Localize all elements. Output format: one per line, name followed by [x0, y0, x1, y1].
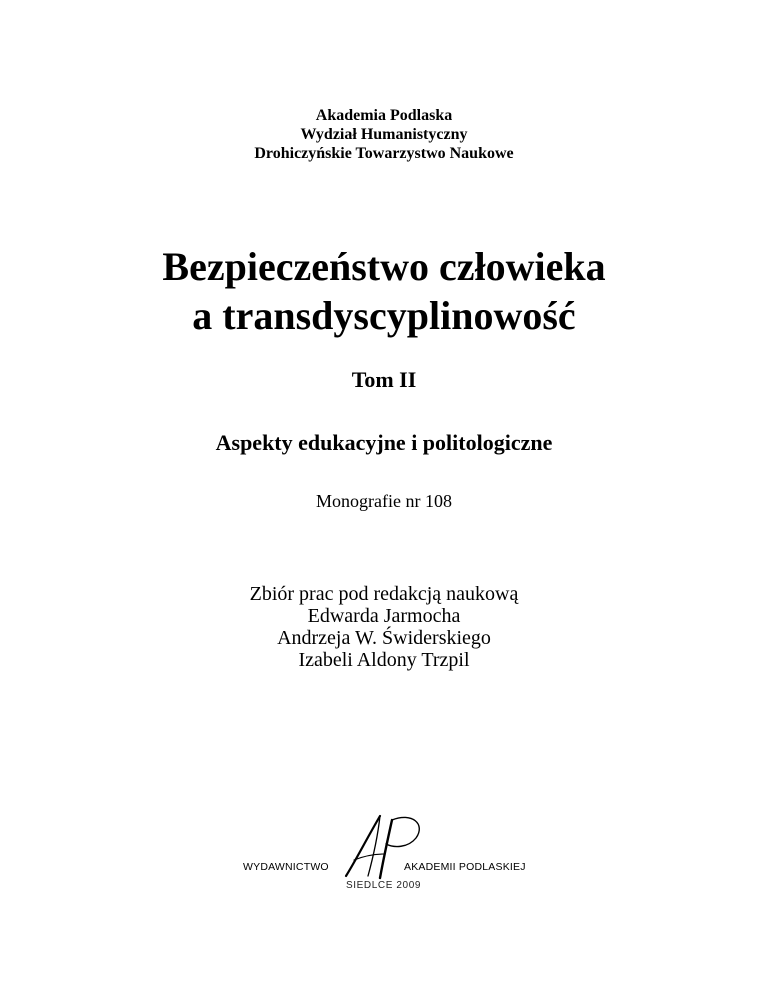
- editor-name-3: Izabeli Aldony Trzpil: [298, 649, 470, 671]
- volume-label: Tom II: [351, 367, 417, 392]
- publisher-label-right: AKADEMII PODLASKIEJ: [404, 861, 526, 873]
- editor-name-1: Edwarda Jarmocha: [307, 605, 461, 627]
- book-title-line-2: a transdyscyplinowość: [192, 293, 576, 338]
- institution-university: Akademia Podlaska: [315, 107, 453, 124]
- book-title-line-1: Bezpieczeństwo człowieka: [162, 244, 606, 289]
- institutions-block: [0, 106, 768, 163]
- publisher-label-left: WYDAWNICTWO: [243, 861, 329, 873]
- institution-faculty: Wydział Humanistyczny: [300, 126, 468, 143]
- series-label: Monografie nr 108: [316, 491, 452, 511]
- book-title: [0, 242, 768, 340]
- institution-society: Drohiczyńskie Towarzystwo Naukowe: [254, 145, 514, 162]
- publisher-block: [0, 810, 768, 900]
- editors-block: [0, 583, 768, 671]
- editors-intro: Zbiór prac pod redakcją naukową: [249, 583, 519, 605]
- publisher-place-year: SIEDLCE 2009: [346, 880, 422, 891]
- editor-name-2: Andrzeja W. Świderskiego: [277, 627, 491, 649]
- book-subtitle: Aspekty edukacyjne i politologiczne: [215, 430, 553, 455]
